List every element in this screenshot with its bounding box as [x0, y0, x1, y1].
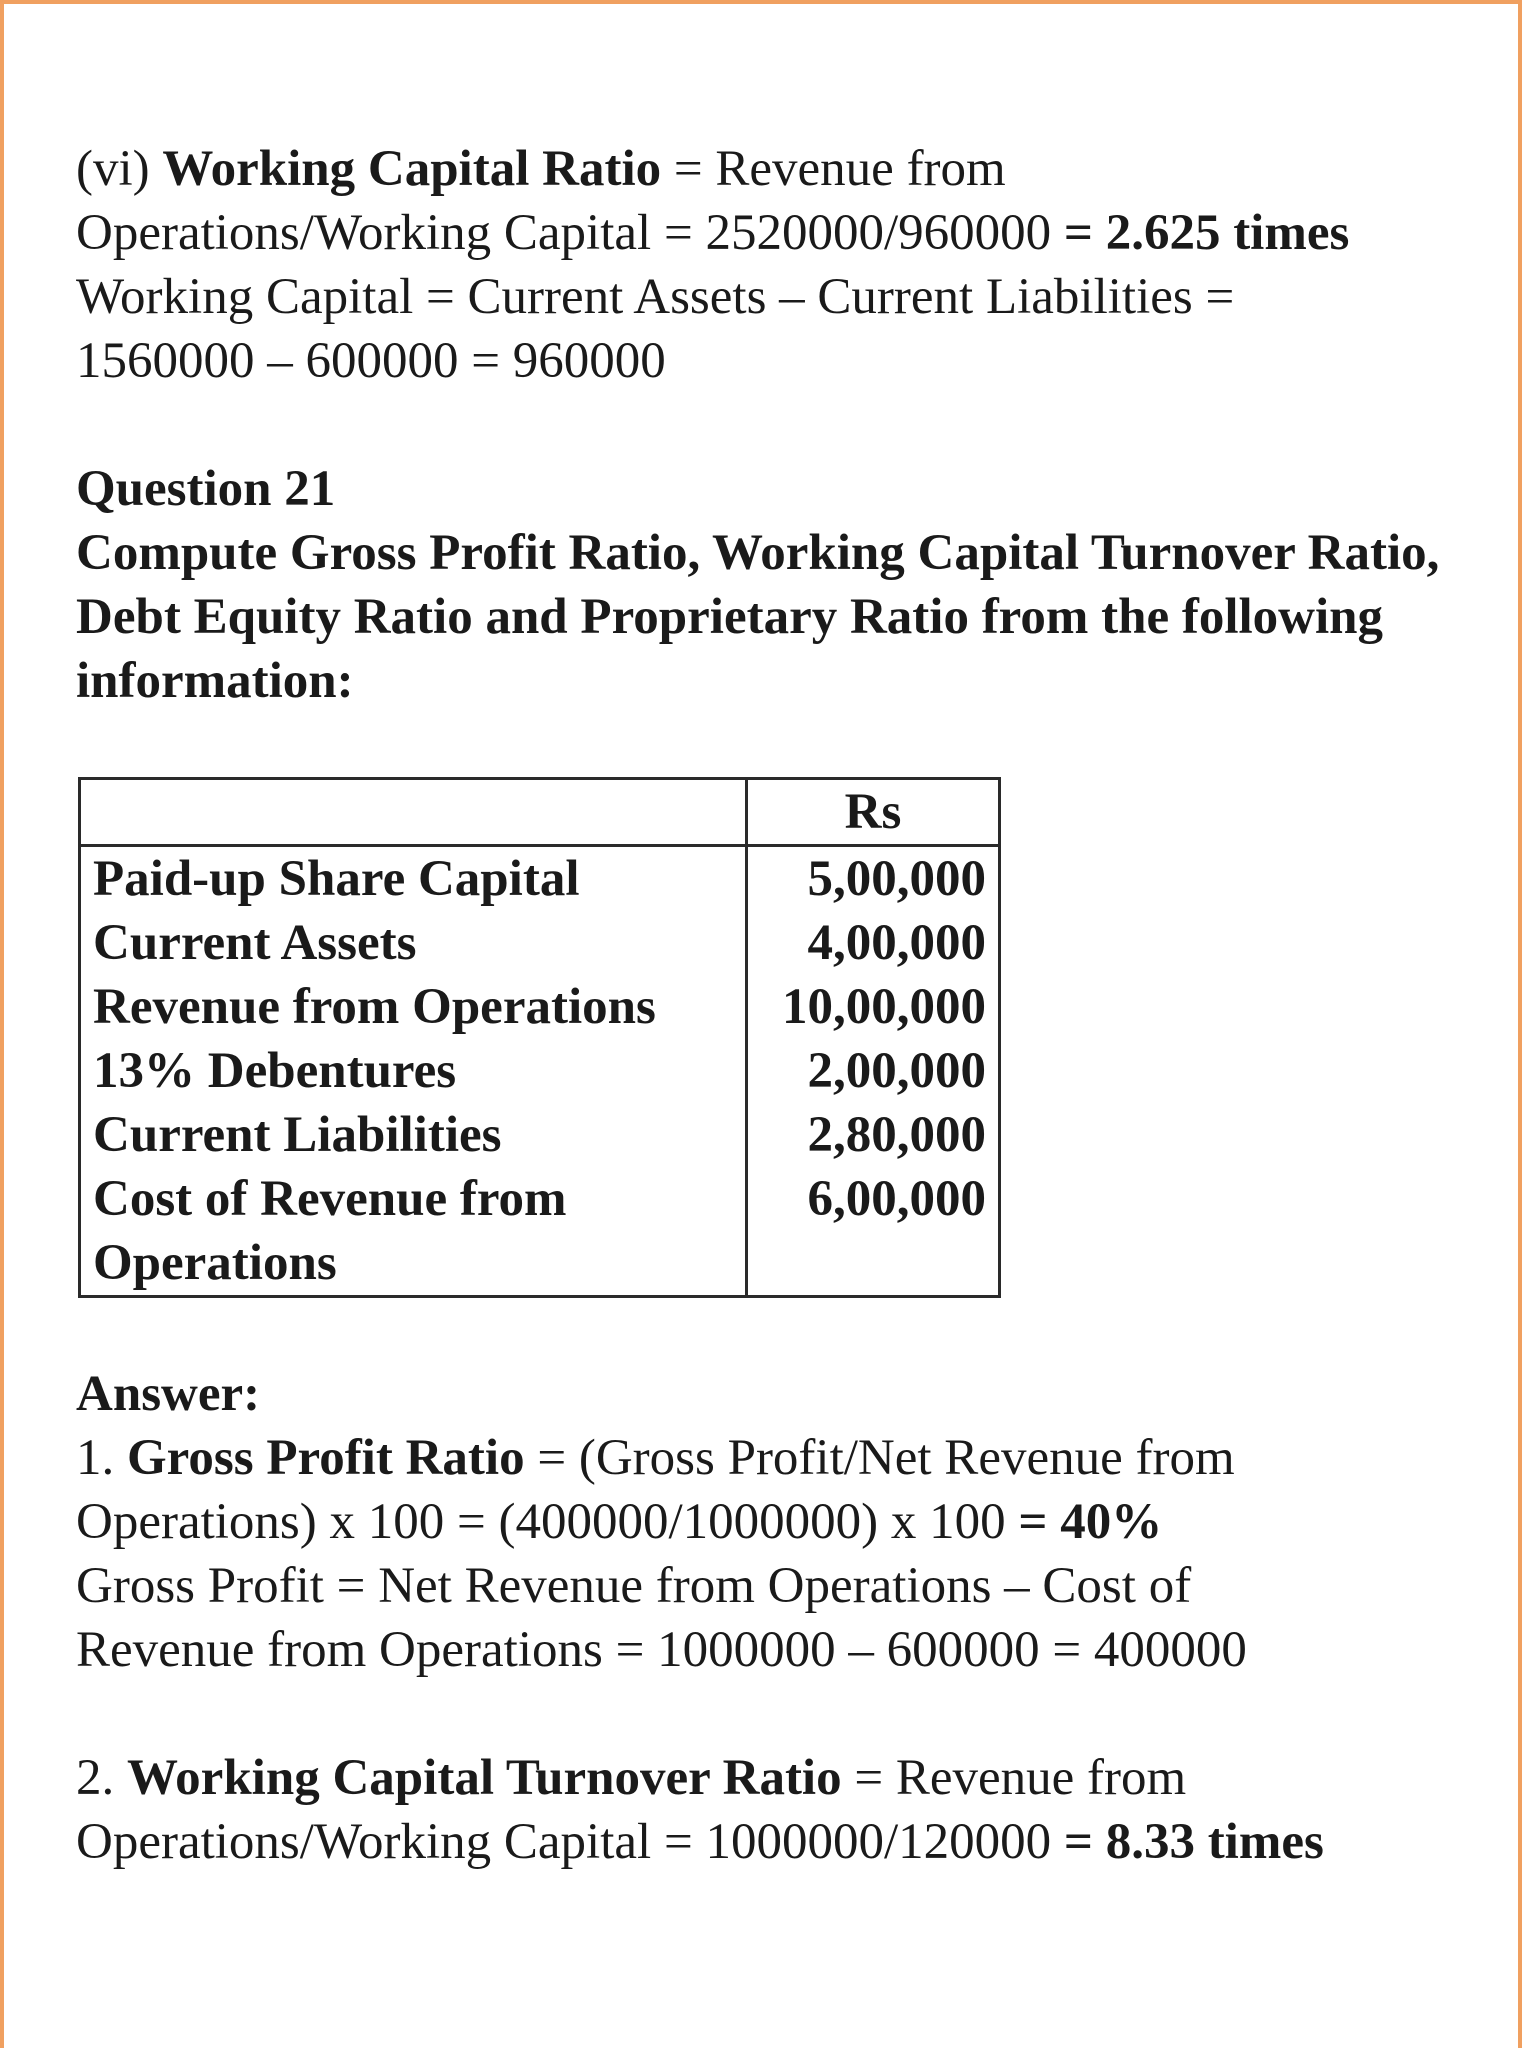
- section-vi-wc-line1: Working Capital = Current Assets – Current Liabilities =: [76, 269, 1235, 325]
- answer-1-text: = (Gross Profit/Net Revenue from Operations) x 100 = (400000/1000000) x 100: [76, 1430, 1235, 1550]
- section-vi-text: = Revenue from Operations/Working Capital = 2520000/960000: [76, 141, 1064, 261]
- table-row-value: 6,00,000: [807, 1171, 986, 1227]
- page-content: [76, 137, 1466, 1874]
- answer-heading: [76, 1362, 1466, 1426]
- table-values-cell: [747, 846, 1000, 1297]
- spacer: [76, 1682, 1466, 1746]
- table-row-value: 5,00,000: [807, 851, 986, 907]
- table-row-value: 4,00,000: [807, 915, 986, 971]
- section-vi-wc-line2: 1560000 – 600000 = 960000: [76, 333, 666, 389]
- table-row-label: Current Liabilities: [93, 1107, 502, 1163]
- table-row-label: Revenue from Operations: [93, 979, 656, 1035]
- table-row-label: Current Assets: [93, 915, 417, 971]
- answer-2-result: = 8.33 times: [1063, 1814, 1324, 1870]
- answer-1-gp-line1: Gross Profit = Net Revenue from Operations – Cost of: [76, 1558, 1192, 1614]
- table-row-label: Cost of Revenue from: [93, 1171, 567, 1227]
- question-prompt-text: Compute Gross Profit Ratio, Working Capital Turnover Ratio, Debt Equity Ratio and Proprietary Ratio from the following information:: [76, 525, 1440, 709]
- answer-1-gp-line2: Revenue from Operations = 1000000 – 600000 = 400000: [76, 1622, 1247, 1678]
- answer-2-formula: [76, 1746, 1376, 1874]
- table-row-label: 13% Debentures: [93, 1043, 457, 1099]
- table-row-value: 2,00,000: [807, 1043, 986, 1099]
- answer-1-title: Gross Profit Ratio: [127, 1430, 525, 1486]
- table-row-value: 2,80,000: [807, 1107, 986, 1163]
- section-vi-result: = 2.625 times: [1063, 205, 1350, 261]
- answer-heading-text: Answer:: [76, 1366, 261, 1422]
- answer-2-title: Working Capital Turnover Ratio: [127, 1750, 842, 1806]
- answer-1-result: = 40%: [1018, 1494, 1163, 1550]
- answer-2-text: = Revenue from Operations/Working Capital = 1000000/120000: [76, 1750, 1187, 1870]
- answer-1-formula: [76, 1426, 1376, 1554]
- section-vi-formula: [76, 137, 1366, 265]
- table-header-blank: [80, 779, 747, 846]
- information-table: [78, 777, 1001, 1298]
- table-row-label: Operations: [93, 1235, 337, 1291]
- question-prompt: [76, 521, 1466, 713]
- answer-1-prefix: 1.: [76, 1430, 127, 1486]
- table-row-label: Paid-up Share Capital: [93, 851, 580, 907]
- question-heading-text: Question 21: [76, 461, 336, 517]
- answer-2-prefix: 2.: [76, 1750, 127, 1806]
- spacer: [76, 393, 1466, 457]
- table-row-value: 10,00,000: [782, 979, 986, 1035]
- question-heading: [76, 457, 1466, 521]
- section-vi-title: Working Capital Ratio: [162, 141, 662, 197]
- section-vi-prefix: (vi): [76, 141, 163, 197]
- table-header-row: [80, 779, 1000, 846]
- spacer: [76, 1298, 1466, 1362]
- table-labels-cell: [80, 846, 747, 1297]
- table-body-row: [80, 846, 1000, 1297]
- table-header-unit: Rs: [747, 779, 1000, 846]
